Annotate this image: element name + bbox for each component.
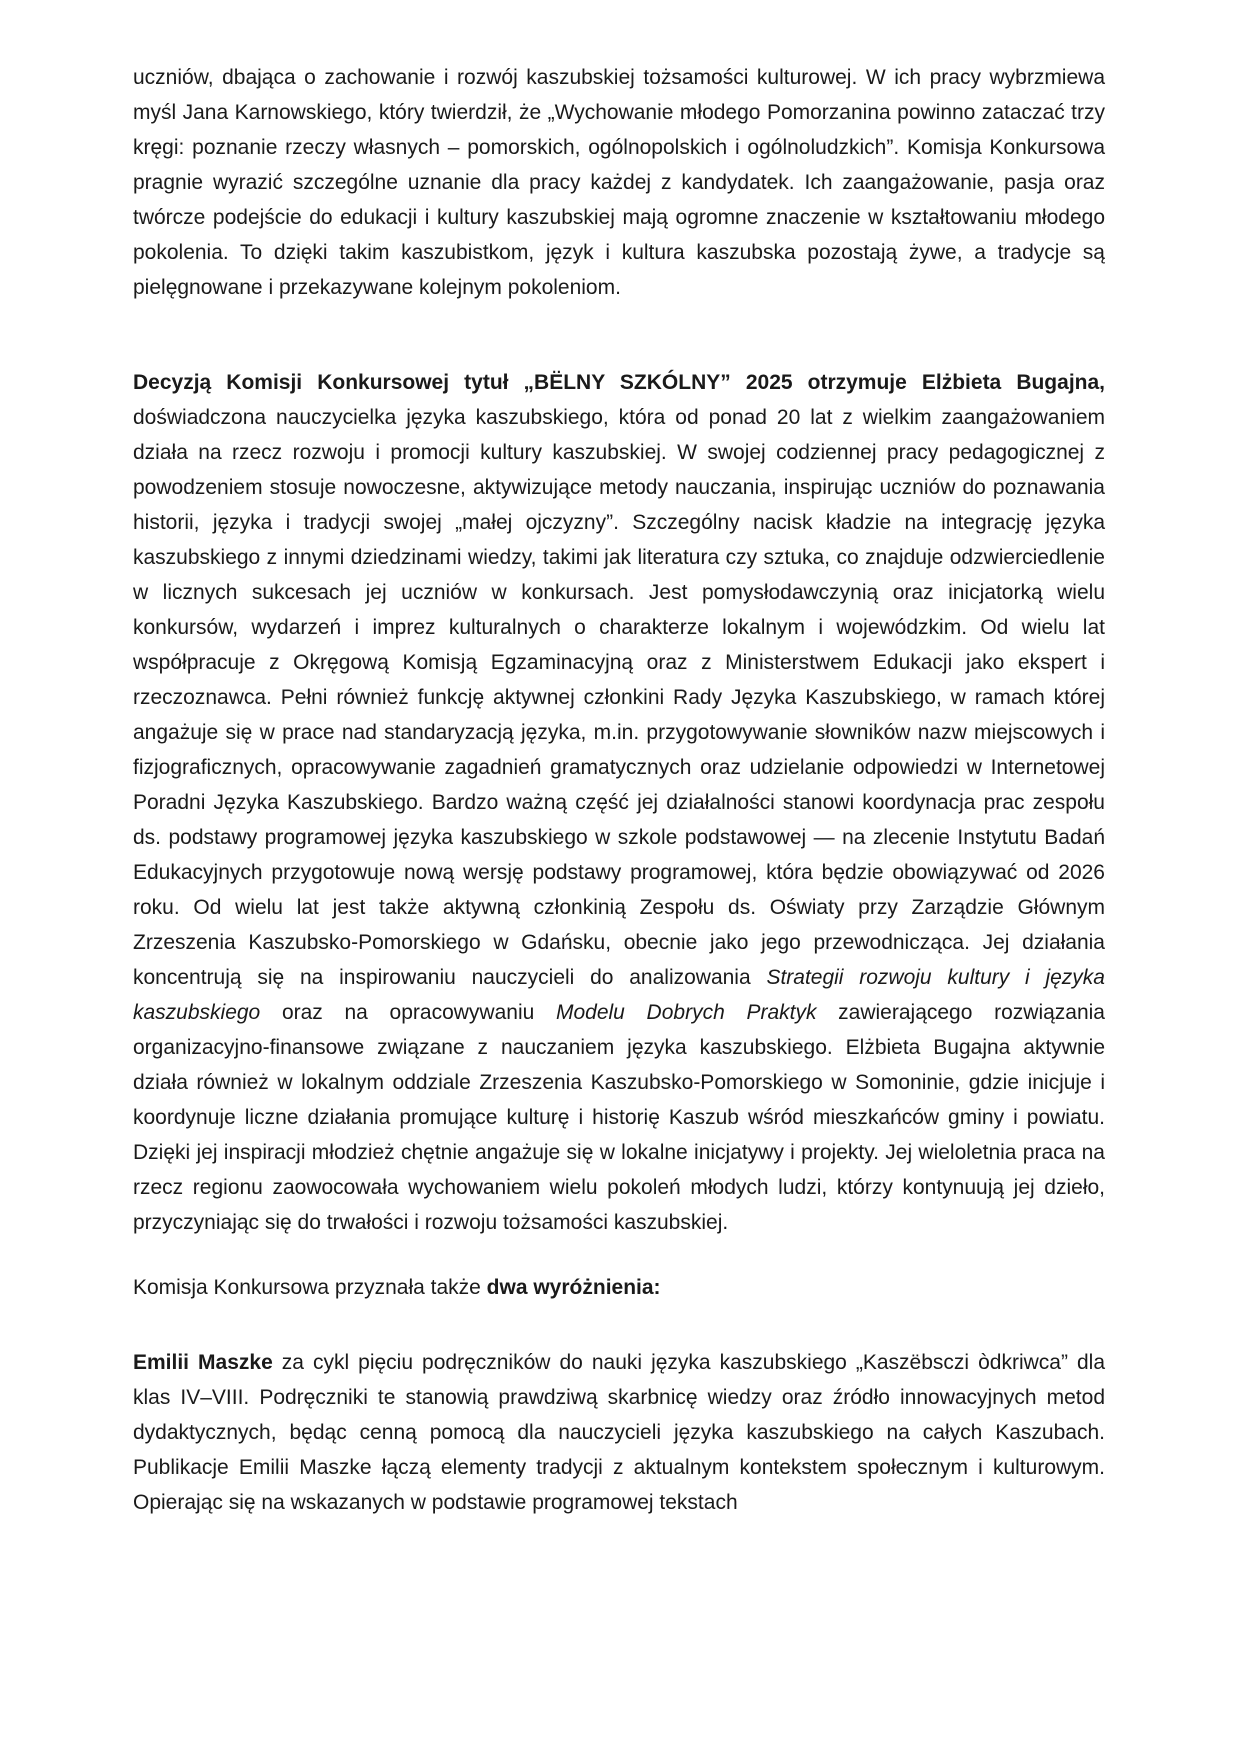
- award-paragraph-run-regular: doświadczona nauczycielka języka kaszubskiego, która od ponad 20 lat z wielkim zaangażowaniem działa na rzecz rozwoju i promocji kultury kaszubskiej. W swojej codziennej pracy pedagogicznej z powodzeniem stosuje nowoczesne, aktywizujące metody nauczania, inspirując uczniów do poznawania historii, języka i tradycji swojej „małej ojczyzny”. Szczególny nacisk kładzie na integrację języka kaszubskiego z innymi dziedzinami wiedzy, takimi jak literatura czy sztuka, co znajduje odzwierciedlenie w licznych sukcesach jej uczniów w konkursach. Jest pomysłodawczynią oraz inicjatorką wielu konkursów, wydarzeń i imprez kulturalnych o charakterze lokalnym i wojewódzkim. Od wielu lat współpracuje z Okręgową Komisją Egzaminacyjną oraz z Ministerstwem Edukacji jako ekspert i rzeczoznawca. Pełni również funkcję aktywnej członkini Rady Języka Kaszubskiego, w ramach której angażuje się w prace nad standaryzacją języka, m.in. przygotowywanie słowników nazw miejscowych i fizjograficznych, opracowywanie zagadnień gramatycznych oraz udzielanie odpowiedzi w Internetowej Poradni Języka Kaszubskiego. Bardzo ważną część jej działalności stanowi koordynacja prac zespołu ds. podstawy programowej języka kaszubskiego w szkole podstawowej — na zlecenie Instytutu Badań Edukacyjnych przygotowuje nową wersję podstawy programowej, która będzie obowiązywać od 2026 roku. Od wielu lat jest także aktywną członkinią Zespołu ds. Oświaty przy Zarządzie Głównym Zrzeszenia Kaszubsko-Pomorskiego w Gdańsku, obecnie jako jego przewodnicząca. Jej działania koncentrują się na inspirowaniu nauczycieli do analizowania: [133, 406, 1105, 989]
- award-paragraph-run-bold: Decyzją Komisji Konkursowej tytuł „BËLNY SZKÓLNY” 2025 otrzymuje Elżbieta Bugajna,: [133, 371, 1105, 394]
- distinctions-intro-line: [133, 1270, 1105, 1305]
- intro-paragraph-run-regular: uczniów, dbająca o zachowanie i rozwój kaszubskiej tożsamości kulturowej. W ich pracy wybrzmiewa myśl Jana Karnowskiego, który twierdził, że „Wychowanie młodego Pomorzanina powinno zataczać trzy kręgi: poznanie rzeczy własnych – pomorskich, ogólnopolskich i ogólnoludzkich”. Komisja Konkursowa pragnie wyrazić szczególne uznanie dla pracy każdej z kandydatek. Ich zaangażowanie, pasja oraz twórcze podejście do edukacji i kultury kaszubskiej mają ogromne znaczenie w kształtowaniu młodego pokolenia. To dzięki takim kaszubistkom, język i kultura kaszubska pozostają żywe, a tradycje są pielęgnowane i przekazywane kolejnym pokoleniom.: [133, 66, 1105, 299]
- award-paragraph-run-regular: zawierającego rozwiązania organizacyjno-finansowe związane z nauczaniem języka kaszubskiego. Elżbieta Bugajna aktywnie działa również w lokalnym oddziale Zrzeszenia Kaszubsko-Pomorskiego w Somoninie, gdzie inicjuje i koordynuje liczne działania promujące kulturę i historię Kaszub wśród mieszkańców gminy i powiatu. Dzięki jej inspiracji młodzież chętnie angażuje się w lokalne inicjatywy i projekty. Jej wieloletnia praca na rzecz regionu zaowocowała wychowaniem wielu pokoleń młodych ludzi, którzy kontynuują jej dzieło, przyczyniając się do trwałości i rozwoju tożsamości kaszubskiej.: [133, 1001, 1105, 1234]
- emilia-maszke-paragraph-run-regular: za cykl pięciu podręczników do nauki języka kaszubskiego „Kaszëbsczi òdkriwca” dla klas IV–VIII. Podręczniki te stanowią prawdziwą skarbnicę wiedzy oraz źródło innowacyjnych metod dydaktycznych, będąc cenną pomocą dla nauczycieli języka kaszubskiego na całych Kaszubach. Publikacje Emilii Maszke łączą elementy tradycji z aktualnym kontekstem społecznym i kulturowym. Opierając się na wskazanych w podstawie programowej tekstach: [133, 1351, 1105, 1514]
- emilia-maszke-paragraph-run-bold: Emilii Maszke: [133, 1351, 273, 1374]
- award-paragraph: [133, 365, 1105, 1240]
- intro-paragraph: [133, 60, 1105, 305]
- award-paragraph-run-italic: Modelu Dobrych Praktyk: [555, 1001, 817, 1024]
- distinctions-intro-line-run-bold: dwa wyróżnienia:: [486, 1276, 661, 1299]
- award-paragraph-run-italic: Strategii rozwoju kultury i języka kaszubskiego: [133, 966, 1105, 1024]
- emilia-maszke-paragraph: [133, 1345, 1105, 1520]
- distinctions-intro-line-run-regular: Komisja Konkursowa przyznała także: [133, 1276, 487, 1299]
- award-paragraph-run-regular: oraz na opracowywaniu: [260, 1001, 556, 1024]
